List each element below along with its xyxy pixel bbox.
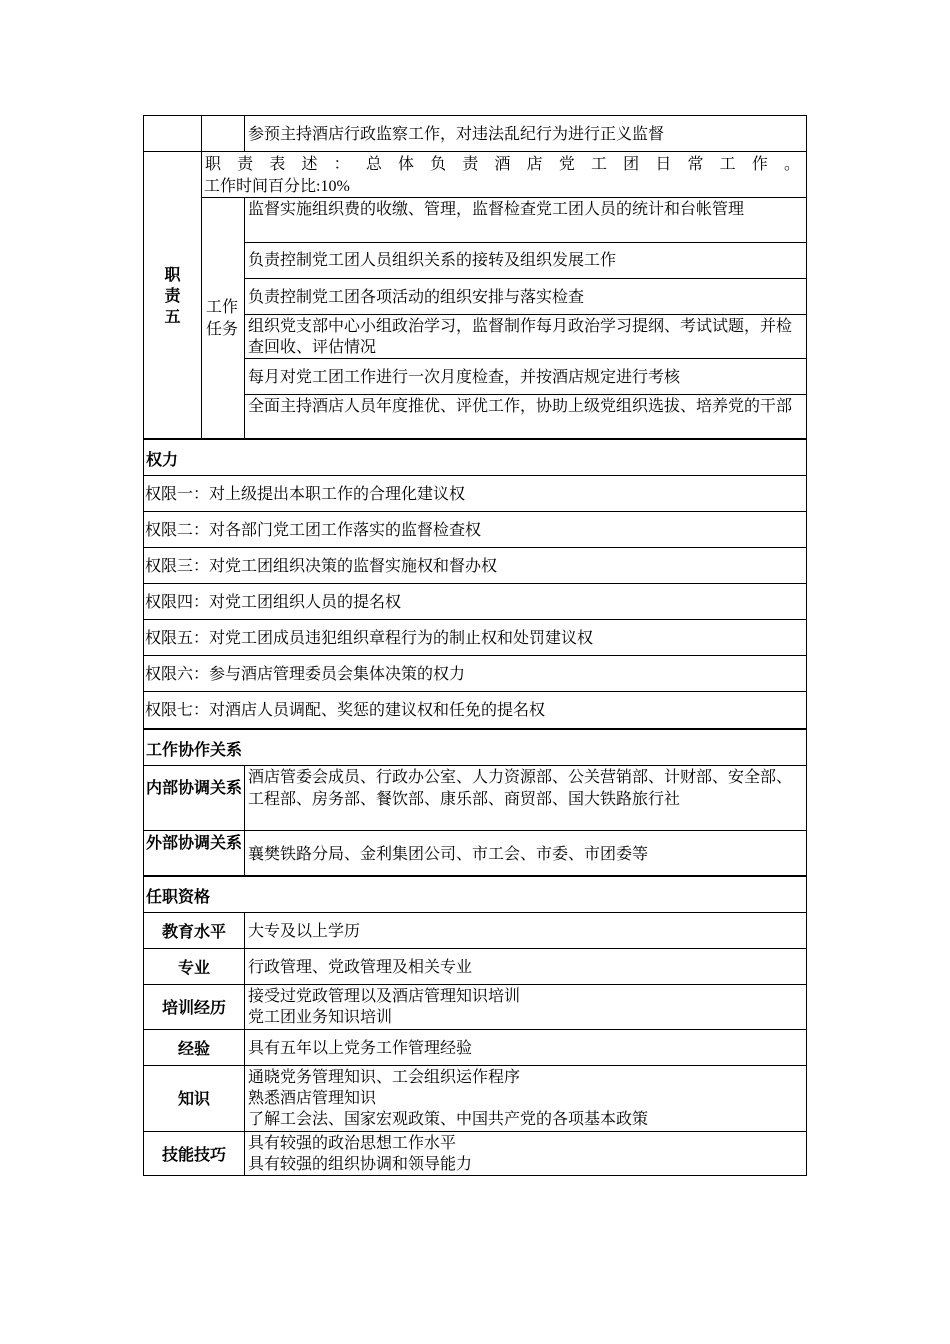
duty5-label-cell [143, 151, 202, 439]
knowledge-value-cell [244, 1065, 807, 1132]
major-label-cell [143, 948, 245, 985]
training-label-cell [143, 984, 245, 1030]
duty5-task-1 [244, 197, 807, 243]
skills-value-line: 具有较强的政治思想工作水平 [248, 1135, 457, 1152]
prev-duty-task-cell [244, 115, 807, 152]
authority-item-text: 权限七：对酒店人员调配、奖惩的建议权和任免的提名权 [145, 702, 546, 719]
authority-item [143, 655, 807, 692]
education-value: 大专及以上学历 [248, 923, 361, 940]
qualifications-heading: 任职资格 [146, 887, 211, 906]
external-value-cell [244, 830, 807, 876]
authority-heading: 权力 [146, 450, 179, 469]
knowledge-value-line: 了解工会法、国家宏观政策、中国共产党的各项基本政策 [248, 1111, 649, 1128]
duty5-task-2 [244, 242, 807, 279]
major-value-cell [244, 948, 807, 985]
duty5-task-label-cell [201, 197, 245, 439]
skills-label-cell [143, 1131, 245, 1176]
prev-duty-task-text: 参预主持酒店行政监察工作，对违法乱纪行为进行正义监督 [248, 126, 665, 143]
authority-item-text: 权限二：对各部门党工团工作落实的监督检查权 [145, 522, 482, 539]
major-value: 行政管理、党政管理及相关专业 [248, 959, 473, 976]
internal-value: 酒店管委会成员、行政办公室、人力资源部、公关营销部、计财部、安全部、工程部、房务部、餐饮部、康乐部、商贸部、国大铁路旅行社 [248, 769, 793, 808]
external-value: 襄樊铁路分局、金利集团公司、市工会、市委、市团委等 [248, 846, 649, 863]
training-value-line: 接受过党政管理以及酒店管理知识培训 [248, 988, 521, 1005]
experience-label: 经验 [177, 1039, 210, 1058]
internal-label: 内部协调关系 [146, 778, 243, 797]
authority-item-text: 权限五：对党工团成员违犯组织章程行为的制止权和处罚建议权 [145, 630, 594, 647]
authority-item-text: 权限一：对上级提出本职工作的合理化建议权 [145, 486, 466, 503]
internal-label-cell [143, 765, 245, 831]
duty5-task-6 [244, 394, 807, 439]
duty5-task-text: 全面主持酒店人员年度推优、评优工作，协助上级党组织选拔、培养党的干部 [248, 398, 793, 415]
knowledge-value-line: 通晓党务管理知识、工会组织运作程序 [248, 1069, 521, 1086]
experience-label-cell [143, 1029, 245, 1066]
authority-heading-cell [143, 438, 807, 476]
duty5-task-5 [244, 358, 807, 395]
duty5-task-3 [244, 278, 807, 315]
relations-heading: 工作协作关系 [146, 740, 243, 759]
knowledge-value-line: 熟悉酒店管理知识 [248, 1090, 377, 1107]
prev-duty-sub-cell [201, 115, 245, 152]
internal-value-cell [244, 765, 807, 831]
knowledge-label-cell [143, 1065, 245, 1132]
authority-item-text: 权限三：对党工团组织决策的监督实施权和督办权 [145, 558, 498, 575]
authority-item [143, 583, 807, 620]
duty5-label: 职责五 [164, 265, 181, 326]
relations-heading-cell [143, 728, 807, 766]
authority-item [143, 511, 807, 548]
knowledge-label: 知识 [177, 1089, 210, 1108]
training-label: 培训经历 [161, 998, 226, 1017]
skills-label: 技能技巧 [161, 1145, 226, 1164]
duty5-task-4 [244, 314, 807, 359]
duty5-statement-cell [201, 151, 807, 198]
education-label-cell [143, 912, 245, 949]
authority-item [143, 547, 807, 584]
duty5-task-text: 组织党支部中心小组政治学习，监督制作每月政治学习提纲、考试试题，并检查回收、评估情况 [248, 318, 793, 356]
authority-item [143, 619, 807, 656]
major-label: 专业 [177, 958, 210, 977]
authority-item-text: 权限六：参与酒店管理委员会集体决策的权力 [145, 666, 466, 683]
authority-item-text: 权限四：对党工团组织人员的提名权 [145, 594, 402, 611]
duty5-task-text: 负责控制党工团人员组织关系的接转及组织发展工作 [248, 252, 617, 269]
duty5-task-text: 监督实施组织费的收缴、管理，监督检查党工团人员的统计和台帐管理 [248, 201, 745, 218]
skills-value-line: 具有较强的组织协调和领导能力 [248, 1156, 473, 1173]
training-value-cell [244, 984, 807, 1030]
duty5-task-text: 负责控制党工团各项活动的组织安排与落实检查 [248, 289, 585, 306]
authority-item [143, 691, 807, 729]
prev-duty-label-cell [143, 115, 202, 152]
experience-value: 具有五年以上党务工作管理经验 [248, 1040, 473, 1057]
external-label: 外部协调关系 [146, 833, 243, 852]
duty5-task-text: 每月对党工团工作进行一次月度检查，并按酒店规定进行考核 [248, 369, 681, 386]
skills-value-cell [244, 1131, 807, 1176]
duty5-task-label: 工作任务 [206, 299, 239, 338]
training-value-line: 党工团业务知识培训 [248, 1009, 393, 1026]
authority-item [143, 475, 807, 512]
qualifications-heading-cell [143, 875, 807, 913]
education-label: 教育水平 [161, 922, 226, 941]
duty5-statement-line1: 职 责 表 述 ： 总 体 负 责 酒 店 党 工 团 日 常 工 作 。 [205, 156, 800, 173]
duty5-time-percent: 工作时间百分比:10% [204, 178, 350, 195]
external-label-cell [143, 830, 245, 876]
experience-value-cell [244, 1029, 807, 1066]
education-value-cell [244, 912, 807, 949]
